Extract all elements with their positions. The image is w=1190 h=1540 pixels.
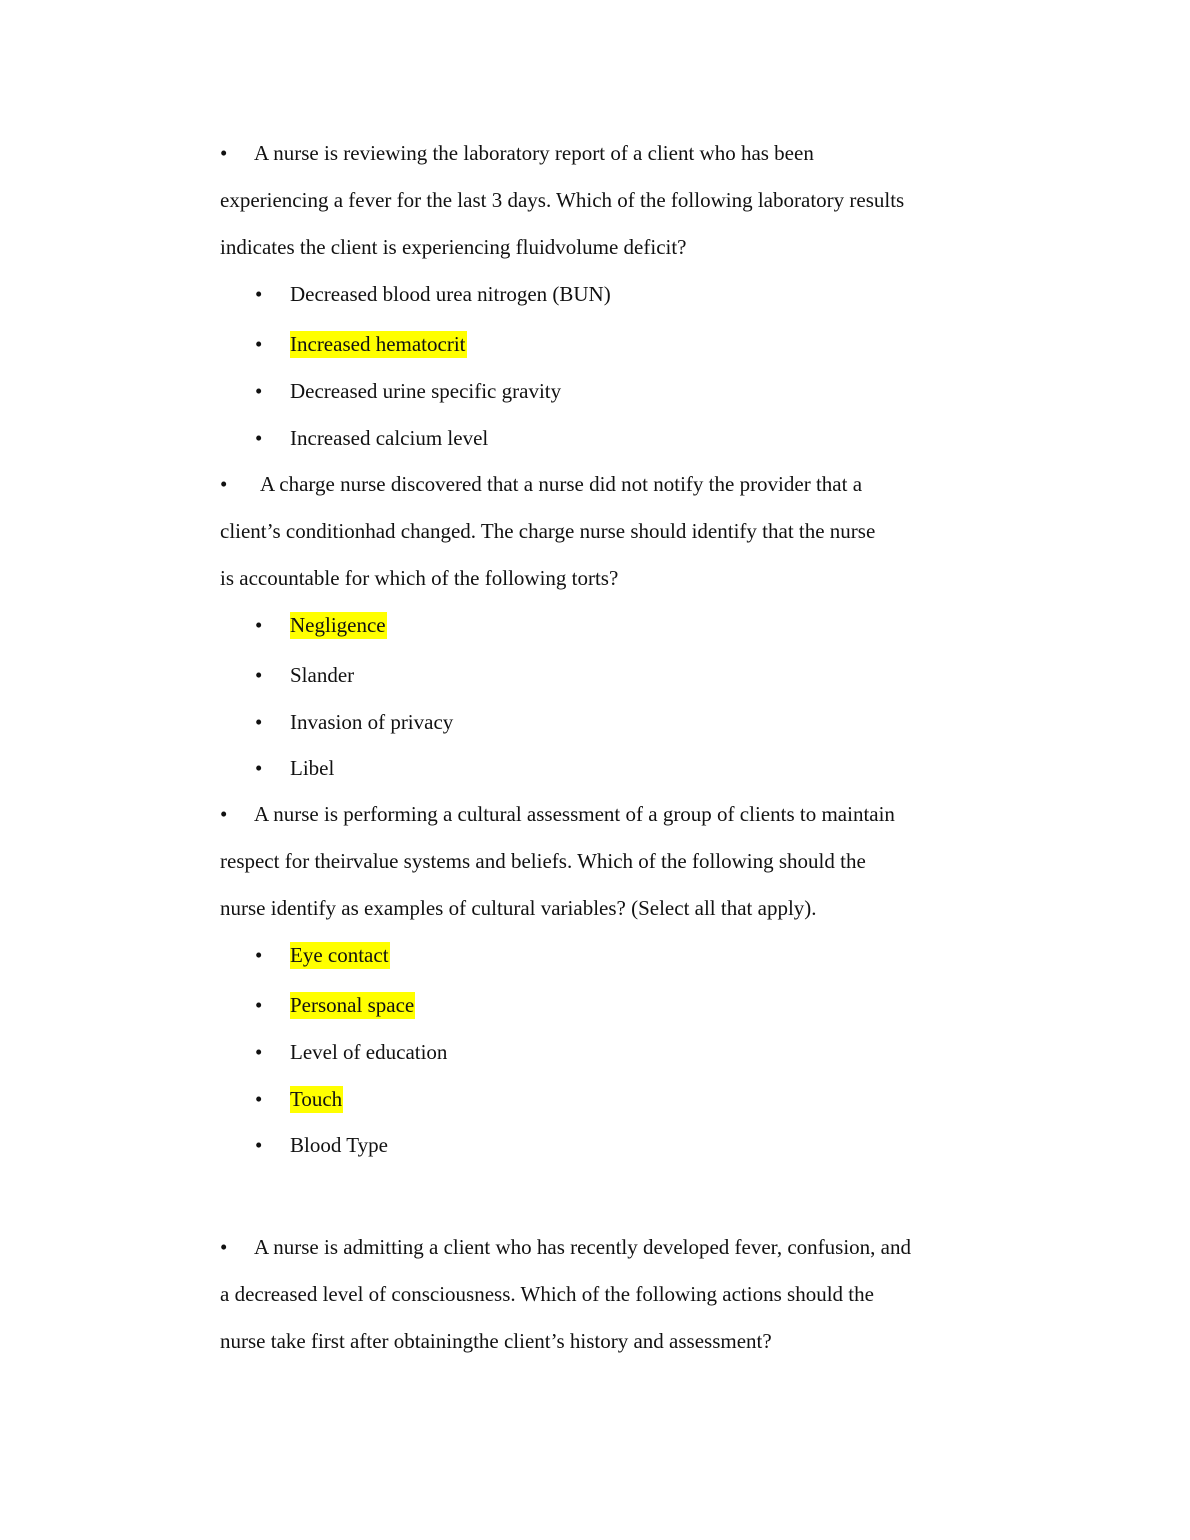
option-text: Invasion of privacy: [290, 710, 454, 734]
option-text: Increased calcium level: [290, 426, 489, 450]
option-text: Blood Type: [290, 1133, 388, 1157]
answer-option: [255, 753, 334, 783]
bullet: •: [255, 332, 263, 356]
question-text: client’s conditionhad changed. The charge nurse should identify that the nurse: [220, 519, 876, 543]
question-line: [220, 177, 1000, 224]
option-text: Decreased urine specific gravity: [290, 379, 562, 403]
question-text: indicates the client is experiencing fluidvolume deficit?: [220, 235, 687, 259]
bullet: •: [255, 993, 263, 1017]
bullet: •: [255, 426, 263, 450]
question-text: nurse take first after obtainingthe client’s history and assessment?: [220, 1329, 772, 1353]
highlighted-option-text: Touch: [290, 1087, 343, 1111]
answer-option: [255, 707, 453, 737]
question-line: [220, 791, 1000, 838]
question-1: [220, 130, 1000, 271]
question-line: [220, 224, 1000, 271]
bullet: •: [255, 663, 263, 687]
answer-option: [255, 1037, 447, 1067]
bullet: •: [220, 141, 228, 165]
question-text: nurse identify as examples of cultural variables? (Select all that apply).: [220, 896, 817, 920]
answer-option-correct: [255, 610, 387, 640]
bullet: •: [255, 282, 263, 306]
question-text: experiencing a fever for the last 3 days. Which of the following laboratory results: [220, 188, 905, 212]
bullet: •: [255, 613, 263, 637]
question-line: [220, 508, 1000, 555]
question-line: [220, 555, 1000, 602]
bullet: •: [220, 472, 228, 496]
question-line: [220, 1224, 1000, 1271]
answer-option-correct: [255, 1084, 343, 1114]
bullet: •: [255, 1040, 263, 1064]
question-text: is accountable for which of the following torts?: [220, 566, 619, 590]
bullet: •: [255, 1087, 263, 1111]
bullet: •: [255, 710, 263, 734]
bullet: •: [255, 943, 263, 967]
question-text: A charge nurse discovered that a nurse did not notify the provider that a: [260, 472, 863, 496]
question-text: A nurse is admitting a client who has recently developed fever, confusion, and: [254, 1235, 911, 1259]
answer-option-correct: [255, 329, 467, 359]
question-text: a decreased level of consciousness. Which of the following actions should the: [220, 1282, 874, 1306]
question-4: [220, 1224, 1000, 1365]
question-line: [220, 461, 1000, 508]
answer-option: [255, 423, 488, 453]
answer-option: [255, 1130, 388, 1160]
highlighted-option-text: Increased hematocrit: [290, 332, 466, 356]
option-text: Level of education: [290, 1040, 448, 1064]
question-line: [220, 1318, 1000, 1365]
answer-option-correct: [255, 940, 390, 970]
question-line: [220, 130, 1000, 177]
answer-option: [255, 660, 354, 690]
question-text: respect for theirvalue systems and beliefs. Which of the following should the: [220, 849, 866, 873]
question-line: [220, 885, 1000, 932]
bullet: •: [220, 1235, 228, 1259]
question-3: [220, 791, 1000, 932]
highlighted-option-text: Eye contact: [290, 943, 389, 967]
question-text: A nurse is reviewing the laboratory report of a client who has been: [254, 141, 814, 165]
answer-option: [255, 376, 561, 406]
highlighted-option-text: Personal space: [290, 993, 415, 1017]
highlighted-option-text: Negligence: [290, 613, 386, 637]
question-line: [220, 838, 1000, 885]
question-2: [220, 461, 1000, 602]
bullet: •: [255, 379, 263, 403]
bullet: •: [255, 1133, 263, 1157]
option-text: Decreased blood urea nitrogen (BUN): [290, 282, 611, 306]
question-text: A nurse is performing a cultural assessment of a group of clients to maintain: [254, 802, 895, 826]
question-line: [220, 1271, 1000, 1318]
bullet: •: [255, 756, 263, 780]
answer-option: [255, 279, 611, 309]
bullet: •: [220, 802, 228, 826]
option-text: Slander: [290, 663, 355, 687]
answer-option-correct: [255, 990, 415, 1020]
option-text: Libel: [290, 756, 335, 780]
